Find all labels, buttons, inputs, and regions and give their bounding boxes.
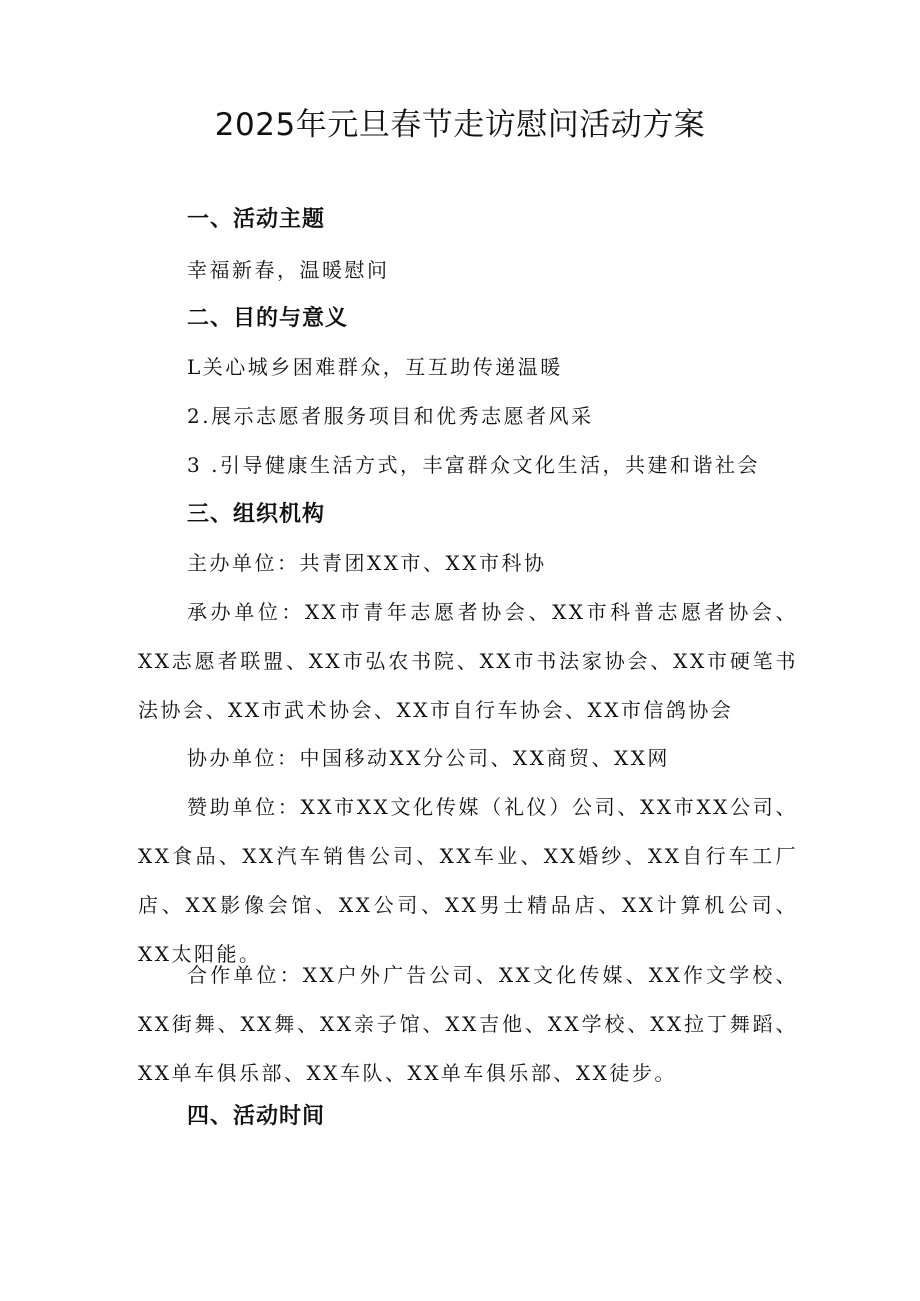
- section-heading-theme: 一、活动主题: [187, 207, 326, 232]
- section-heading-organization: 三、组织机构: [187, 502, 326, 527]
- org-host: 主办单位：共青团XX市、XX市科协: [187, 551, 547, 575]
- theme-text: 幸福新春，温暖慰问: [187, 258, 390, 282]
- org-co-organizer: 协办单位：中国移动XX分公司、XX商贸、XX网: [187, 746, 670, 770]
- purpose-item-1: L关心城乡困难群众，互互助传递温暖: [187, 355, 563, 379]
- section-heading-purpose: 二、目的与意义: [187, 306, 349, 331]
- section-heading-time: 四、活动时间: [187, 1104, 326, 1129]
- document-title: 2025年元旦春节走访慰问活动方案: [214, 107, 706, 143]
- purpose-item-3: 3 .引导健康生活方式，丰富群众文化生活，共建和谐社会: [187, 453, 760, 477]
- org-organizer: 承办单位：XX市青年志愿者协会、XX市科普志愿者协会、XX志愿者联盟、XX市弘农书院、XX市书法家协会、XX市硬笔书法协会、XX市武术协会、XX市自行车协会、XX市信鸽协会: [138, 600, 798, 722]
- org-sponsor: 赞助单位：XX市XX文化传媒（礼仪）公司、XX市XX公司、XX食品、XX汽车销售公司、XX车业、XX婚纱、XX自行车工厂店、XX影像会馆、XX公司、XX男士精品店、XX计算机公司、XX太阳能。: [138, 795, 798, 966]
- org-partner: 合作单位：XX户外广告公司、XX文化传媒、XX作文学校、XX街舞、XX舞、XX亲子馆、XX吉他、XX学校、XX拉丁舞蹈、XX单车俱乐部、XX车队、XX单车俱乐部、XX徒步。: [138, 963, 798, 1085]
- purpose-item-2: 2.展示志愿者服务项目和优秀志愿者风采: [187, 404, 594, 428]
